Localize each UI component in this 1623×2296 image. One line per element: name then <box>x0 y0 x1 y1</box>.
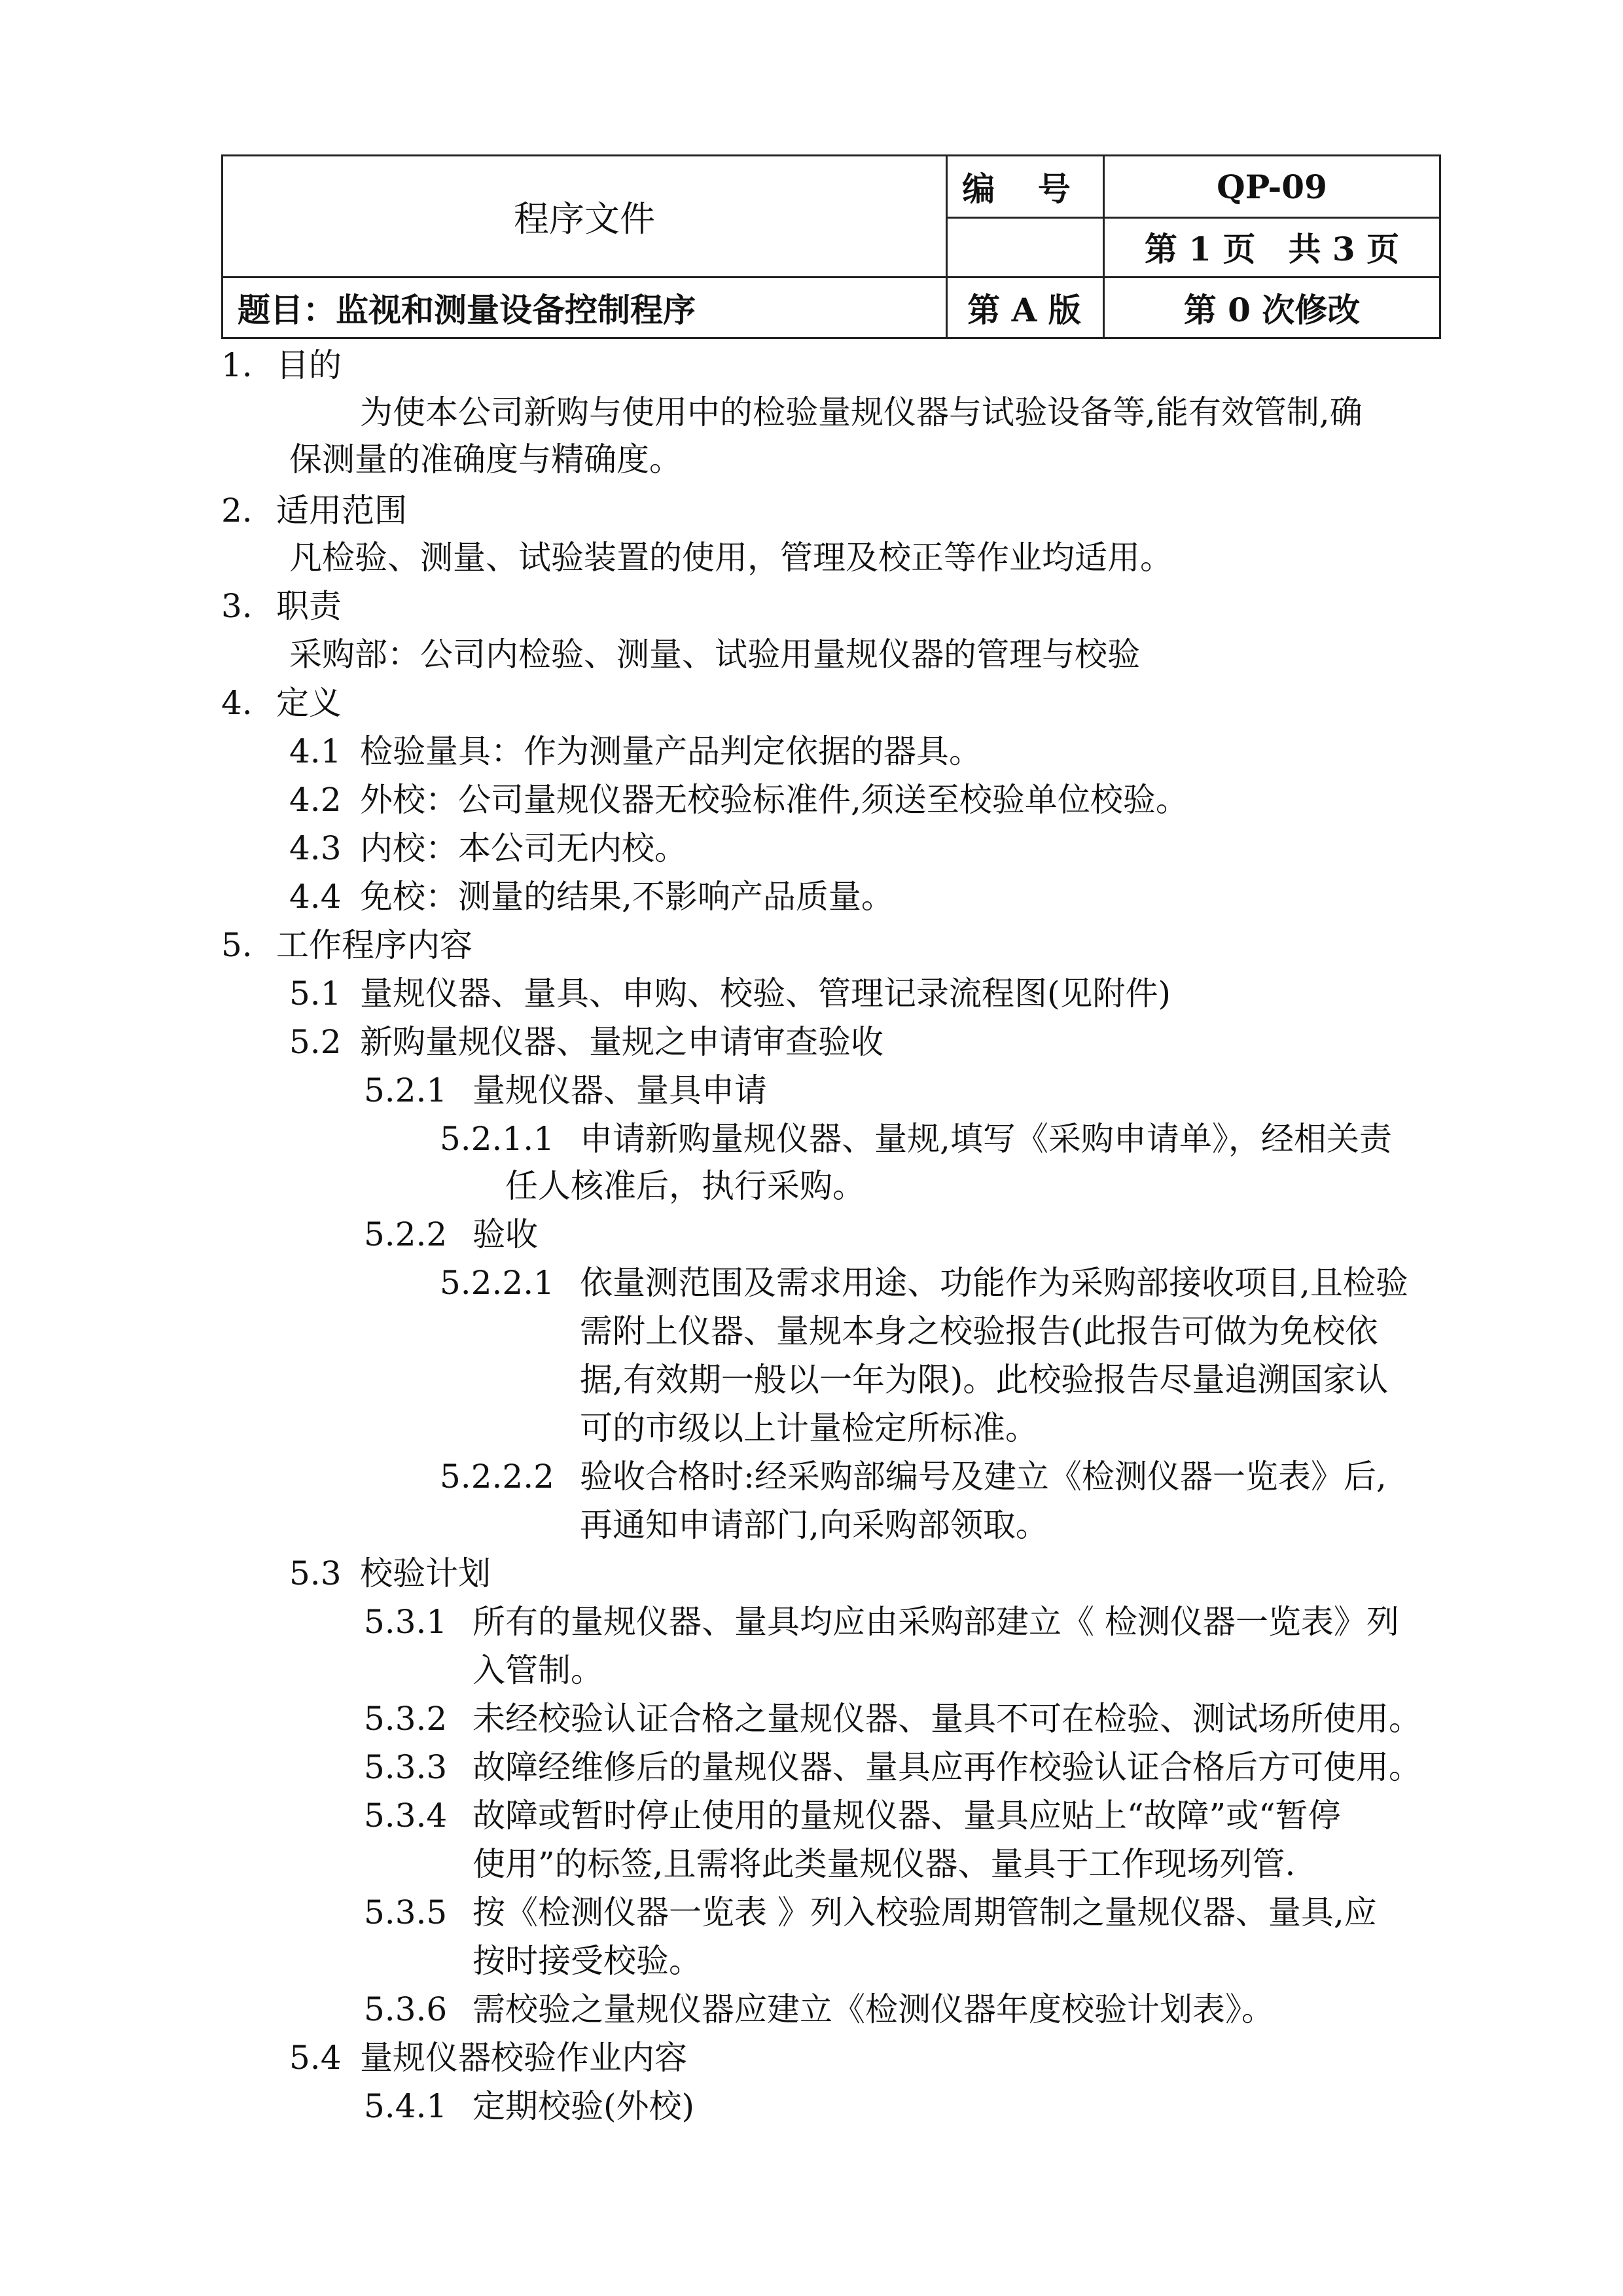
list-item: 5.2.2 验收 <box>364 1215 538 1253</box>
section-5-heading: 5. 工作程序内容 <box>221 926 473 964</box>
paragraph-line: 凡检验、测量、试验装置的使用，管理及校正等作业均适用。 <box>289 539 1173 577</box>
paragraph-line: 入管制。 <box>473 1651 603 1689</box>
list-item: 4.4 免校：测量的结果,不影响产品质量。 <box>289 878 894 916</box>
paragraph-line: 保测量的准确度与精确度。 <box>289 440 682 478</box>
list-item: 5.3.2 未经校验认证合格之量规仪器、量具不可在检验、测试场所使用。 <box>364 1700 1421 1738</box>
paragraph-line: 需附上仪器、量规本身之校验报告(此报告可做为免校依 <box>580 1312 1378 1350</box>
list-item: 5.2.2.2 验收合格时:经采购部编号及建立《检测仪器一览表》后, <box>440 1458 1387 1496</box>
edition: 第 A 版 <box>967 291 1081 329</box>
revision: 第 0 次修改 <box>1183 291 1361 329</box>
list-item: 5.3.1 所有的量规仪器、量具均应由采购部建立《 检测仪器一览表》列 <box>364 1603 1399 1641</box>
list-item: 4.3 内校：本公司无内校。 <box>289 829 687 867</box>
paragraph-line: 采购部：公司内检验、测量、试验用量规仪器的管理与校验 <box>289 636 1140 673</box>
list-item: 5.3.5 按《检测仪器一览表 》列入校验周期管制之量规仪器、量具,应 <box>364 1893 1377 1931</box>
list-item: 5.1 量规仪器、量具、申购、校验、管理记录流程图(见附件) <box>289 975 1171 1013</box>
header-table <box>221 154 1441 339</box>
paragraph-line: 可的市级以上计量检定所标准。 <box>580 1409 1038 1447</box>
list-item: 5.3.3 故障经维修后的量规仪器、量具应再作校验认证合格后方可使用。 <box>364 1748 1421 1786</box>
list-item: 5.2.1 量规仪器、量具申请 <box>364 1071 767 1109</box>
doc-title: 题目：监视和测量设备控制程序 <box>238 291 696 329</box>
list-item: 5.2 新购量规仪器、量规之申请审查验收 <box>289 1023 883 1061</box>
doc-type: 程序文件 <box>514 198 655 240</box>
number-value: QP-09 <box>1217 167 1327 206</box>
section-1-heading: 1. 目的 <box>221 346 342 384</box>
page-info: 第 1 页 共 3 页 <box>1144 229 1400 268</box>
number-label: 编 号 <box>962 170 1086 208</box>
list-item: 5.3.6 需校验之量规仪器应建立《检测仪器年度校验计划表》。 <box>364 1990 1274 2028</box>
list-item: 5.4.1 定期校验(外校) <box>364 2087 695 2125</box>
paragraph-line: 再通知申请部门,向采购部领取。 <box>580 1506 1048 1544</box>
list-item: 5.2.1.1 申请新购量规仪器、量规,填写《采购申请单》，经相关责 <box>440 1120 1392 1158</box>
section-3-heading: 3. 职责 <box>221 587 342 625</box>
section-4-heading: 4. 定义 <box>221 684 342 722</box>
list-item: 4.2 外校：公司量规仪器无校验标准件,须送至校验单位校验。 <box>289 781 1188 819</box>
paragraph-line: 为使本公司新购与使用中的检验量规仪器与试验设备等,能有效管制,确 <box>360 393 1363 431</box>
list-item: 5.4 量规仪器校验作业内容 <box>289 2039 687 2077</box>
paragraph-line: 据,有效期一般以一年为限)。此校验报告尽量追溯国家认 <box>580 1361 1389 1399</box>
list-item: 4.1 检验量具：作为测量产品判定依据的器具。 <box>289 732 982 770</box>
paragraph-line: 任人核准后，执行采购。 <box>505 1167 865 1205</box>
list-item: 5.3.4 故障或暂时停止使用的量规仪器、量具应贴上“故障”或“暂停 <box>364 1797 1341 1835</box>
section-2-heading: 2. 适用范围 <box>221 492 407 529</box>
paragraph-line: 按时接受校验。 <box>473 1942 702 1980</box>
paragraph-line: 使用”的标签,且需将此类量规仪器、量具于工作现场列管. <box>473 1845 1296 1883</box>
list-item: 5.3 校验计划 <box>289 1554 491 1592</box>
list-item: 5.2.2.1 依量测范围及需求用途、功能作为采购部接收项目,且检验 <box>440 1264 1408 1302</box>
